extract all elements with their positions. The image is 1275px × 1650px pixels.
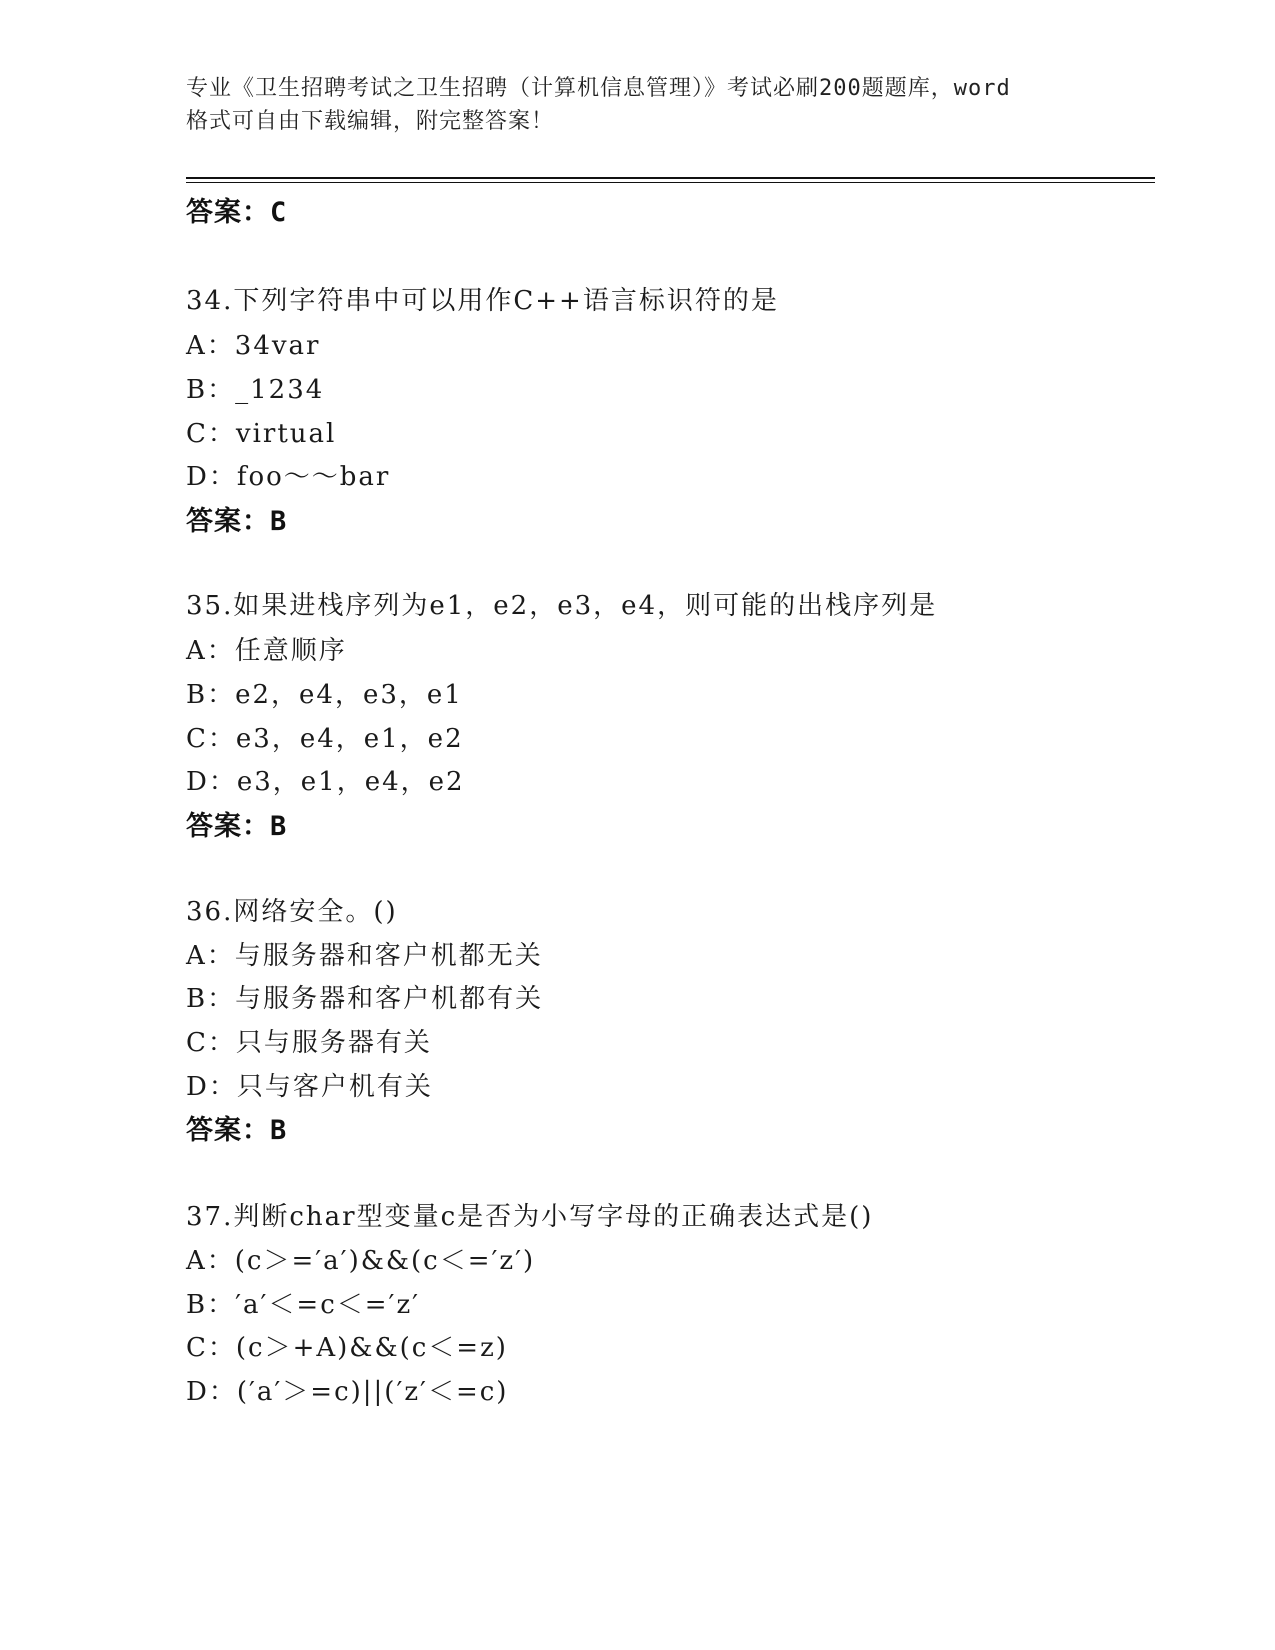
question-36-stem: 36.网络安全。() bbox=[186, 897, 398, 927]
document-header bbox=[186, 72, 1086, 138]
question-36-option-d: D：只与客户机有关 bbox=[186, 1072, 433, 1102]
question-37-option-c: C：(c＞+A)&&(c＜=z) bbox=[186, 1333, 508, 1363]
question-36-answer: 答案：B bbox=[186, 1115, 288, 1146]
header-rule-thin bbox=[186, 182, 1155, 183]
question-35-option-c: C：e3，e4，e1，e2 bbox=[186, 724, 464, 754]
question-35-option-a: A：任意顺序 bbox=[186, 636, 347, 666]
header-rule-thick bbox=[186, 177, 1155, 179]
answer-prev: 答案：C bbox=[186, 197, 288, 228]
question-36-option-b: B：与服务器和客户机都有关 bbox=[186, 984, 544, 1014]
question-36-option-c: C：只与服务器有关 bbox=[186, 1028, 432, 1058]
question-35-stem: 35.如果进栈序列为e1，e2，e3，e4，则可能的出栈序列是 bbox=[186, 591, 938, 621]
question-37-option-d: D：(′a′＞=c)||(′z′＜=c) bbox=[186, 1377, 509, 1407]
question-34-option-d: D：foo～～bar bbox=[186, 462, 391, 492]
question-34-stem: 34.下列字符串中可以用作C++语言标识符的是 bbox=[186, 286, 779, 316]
question-34-option-b: B：_1234 bbox=[186, 375, 325, 405]
question-36-option-a: A：与服务器和客户机都无关 bbox=[186, 941, 543, 971]
question-35-option-d: D：e3，e1，e4，e2 bbox=[186, 767, 465, 797]
header-line-2: 格式可自由下载编辑，附完整答案！ bbox=[186, 109, 555, 134]
header-line-1: 专业《卫生招聘考试之卫生招聘（计算机信息管理）》考试必刷200题题库，word bbox=[186, 76, 1011, 101]
question-35-option-b: B：e2，e4，e3，e1 bbox=[186, 680, 463, 710]
question-34-option-a: A：34var bbox=[186, 331, 321, 361]
question-37-option-a: A：(c＞=′a′)&&(c＜=′z′) bbox=[186, 1246, 536, 1276]
question-34-answer: 答案：B bbox=[186, 506, 288, 537]
question-37-stem: 37.判断char型变量c是否为小写字母的正确表达式是() bbox=[186, 1202, 874, 1232]
question-37-option-b: B：′a′＜=c＜=′z′ bbox=[186, 1290, 421, 1320]
question-35-answer: 答案：B bbox=[186, 811, 288, 842]
question-34-option-c: C：virtual bbox=[186, 419, 337, 449]
